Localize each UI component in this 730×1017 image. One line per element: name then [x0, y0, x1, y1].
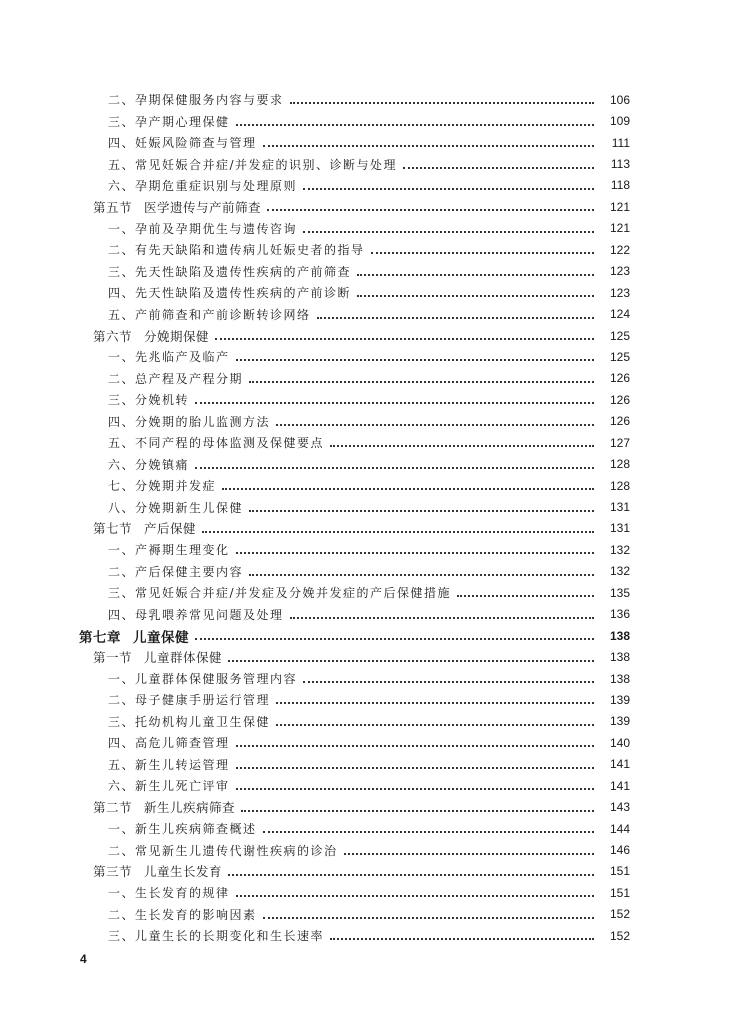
toc-entry-label: 一、孕前及孕期优生与遗传咨询	[108, 221, 298, 236]
toc-entry-title	[108, 306, 311, 323]
toc-entry-label: 二、孕期保健服务内容与要求	[108, 93, 284, 108]
dot-leader	[236, 744, 594, 747]
toc-entry[interactable]	[0, 561, 730, 582]
dot-leader	[249, 380, 594, 383]
dot-leader	[195, 466, 594, 469]
toc-entry[interactable]	[0, 218, 730, 239]
toc-page-number: 138	[609, 671, 630, 686]
dot-leader	[357, 273, 594, 276]
toc-entry-title	[93, 798, 235, 816]
toc-entry-label: 一、产褥期生理变化	[108, 543, 230, 558]
toc-entry-title	[108, 756, 230, 773]
toc-page-number: 106	[609, 92, 630, 107]
dot-leader	[276, 701, 594, 704]
toc-entry[interactable]	[0, 604, 730, 625]
toc-entry[interactable]	[0, 346, 730, 367]
dot-leader	[228, 873, 594, 876]
toc-entry-number: 第五节	[93, 199, 133, 215]
toc-entry[interactable]	[0, 839, 730, 860]
dot-leader	[371, 251, 594, 254]
toc-entry-title	[108, 906, 257, 923]
toc-entry[interactable]	[0, 582, 730, 603]
table-of-contents	[0, 89, 730, 947]
toc-entry-title	[108, 348, 230, 365]
toc-page-number: 123	[609, 285, 630, 300]
toc-entry[interactable]	[0, 368, 730, 389]
toc-page-number: 135	[609, 585, 630, 600]
dot-leader	[236, 894, 594, 897]
dot-leader	[263, 830, 594, 833]
toc-page-number: 121	[609, 221, 630, 236]
toc-page-number: 138	[609, 650, 630, 665]
toc-entry-title	[108, 734, 230, 751]
toc-entry[interactable]	[0, 925, 730, 946]
toc-page-number: 146	[609, 843, 630, 858]
toc-section[interactable]	[0, 646, 730, 667]
dot-leader	[290, 616, 594, 619]
toc-entry-title	[108, 927, 324, 944]
dot-leader	[303, 187, 594, 190]
toc-entry-title	[108, 777, 230, 794]
toc-entry-label: 三、分娩机转	[108, 393, 190, 408]
toc-entry-label: 二、母子健康手册运行管理	[108, 693, 271, 708]
toc-page-number: 131	[609, 521, 630, 536]
toc-entry-label: 一、新生儿疾病筛查概述	[108, 822, 257, 837]
toc-entry-label: 新生儿疾病筛查	[144, 800, 236, 816]
toc-entry-label: 分娩期保健	[144, 328, 210, 344]
toc-entry-number: 第六节	[93, 328, 133, 344]
toc-entry-label: 四、妊娠风险筛查与管理	[108, 136, 257, 151]
dot-leader	[357, 294, 594, 297]
toc-entry-label: 三、孕产期心理保健	[108, 114, 230, 129]
toc-entry-title	[108, 713, 270, 730]
toc-entry-label: 医学遗传与产前筛查	[144, 199, 262, 215]
toc-entry-title	[108, 563, 243, 580]
toc-page-number: 121	[609, 199, 630, 214]
toc-entry-label: 五、常见妊娠合并症/并发症的识别、诊断与处理	[108, 157, 398, 172]
toc-page-number: 123	[609, 264, 630, 279]
toc-entry[interactable]	[0, 89, 730, 110]
dot-leader	[202, 530, 594, 533]
toc-entry[interactable]	[0, 775, 730, 796]
toc-entry[interactable]	[0, 496, 730, 517]
toc-entry-title	[108, 456, 189, 473]
toc-page-number: 139	[609, 692, 630, 707]
toc-entry-title	[93, 648, 222, 666]
toc-entry-title	[108, 434, 324, 451]
toc-entry[interactable]	[0, 475, 730, 496]
toc-entry-title	[108, 670, 297, 687]
toc-entry-title	[108, 241, 365, 258]
page-number: 4	[80, 952, 87, 966]
toc-entry-number: 第三节	[93, 864, 133, 880]
toc-section[interactable]	[0, 796, 730, 817]
toc-entry-label: 二、生长发育的影响因素	[108, 907, 257, 922]
dot-leader	[228, 659, 594, 662]
toc-entry-label: 产后保健	[144, 521, 197, 537]
toc-entry-label: 四、先天性缺陷及遗传性疾病的产前诊断	[108, 286, 352, 301]
dot-leader	[195, 401, 594, 404]
toc-page-number: 140	[609, 735, 630, 750]
toc-entry-label: 二、常见新生儿遗传代谢性疾病的诊治	[108, 843, 338, 858]
toc-entry-label: 五、新生儿转运管理	[108, 757, 230, 772]
toc-entry-label: 七、分娩期并发症	[108, 479, 217, 494]
toc-entry-title	[93, 327, 209, 345]
toc-page-number: 113	[610, 157, 630, 172]
toc-page-number: 111	[611, 135, 630, 150]
toc-entry[interactable]	[0, 689, 730, 710]
toc-entry-label: 儿童生长发育	[144, 864, 223, 880]
toc-entry[interactable]	[0, 132, 730, 153]
toc-page-number: 122	[609, 242, 630, 257]
toc-entry-title	[108, 691, 270, 708]
toc-page-number: 152	[609, 907, 630, 922]
toc-entry[interactable]	[0, 732, 730, 753]
dot-leader	[276, 723, 594, 726]
toc-entry[interactable]	[0, 711, 730, 732]
dot-leader	[303, 230, 594, 233]
dot-leader	[236, 766, 594, 769]
toc-entry[interactable]	[0, 754, 730, 775]
toc-section[interactable]	[0, 518, 730, 539]
toc-chapter[interactable]	[0, 625, 730, 646]
dot-leader	[457, 594, 594, 597]
toc-entry-title	[108, 370, 243, 387]
toc-page-number: 126	[609, 414, 630, 429]
dot-leader	[290, 101, 594, 104]
toc-entry[interactable]	[0, 153, 730, 174]
toc-entry[interactable]	[0, 818, 730, 839]
toc-entry-label: 一、生长发育的规律	[108, 886, 230, 901]
dot-leader	[249, 573, 594, 576]
dot-leader	[303, 680, 594, 683]
toc-entry-label: 一、儿童群体保健服务管理内容	[108, 672, 298, 687]
toc-entry-title	[108, 113, 230, 130]
toc-entry-label: 二、有先天缺陷和遗传病儿妊娠史者的指导	[108, 243, 365, 258]
toc-entry-label: 三、托幼机构儿童卫生保健	[108, 714, 271, 729]
toc-entry-label: 四、母乳喂养常见问题及处理	[108, 607, 284, 622]
toc-entry-title	[108, 499, 243, 516]
toc-entry-title	[108, 884, 230, 901]
toc-entry-title	[108, 284, 351, 301]
dot-leader	[236, 787, 594, 790]
toc-entry[interactable]	[0, 904, 730, 925]
toc-entry-label: 三、常见妊娠合并症/并发症及分娩并发症的产后保健措施	[108, 586, 452, 601]
toc-entry-title	[108, 263, 351, 280]
dot-leader	[276, 423, 594, 426]
toc-entry[interactable]	[0, 453, 730, 474]
toc-section[interactable]	[0, 196, 730, 217]
toc-entry-label: 六、新生儿死亡评审	[108, 779, 230, 794]
toc-entry-label: 一、先兆临产及临产	[108, 350, 230, 365]
dot-leader	[330, 937, 594, 940]
toc-page-number: 131	[609, 500, 630, 515]
toc-entry-title	[108, 391, 189, 408]
toc-section[interactable]	[0, 325, 730, 346]
toc-entry-title	[93, 198, 261, 216]
toc-page-number: 143	[609, 800, 630, 815]
toc-page-number: 126	[609, 371, 630, 386]
toc-section[interactable]	[0, 861, 730, 882]
toc-page-number: 132	[609, 542, 630, 557]
toc-page-number: 125	[609, 328, 630, 343]
toc-entry-title	[108, 820, 257, 837]
toc-entry-number: 第一节	[93, 650, 133, 666]
toc-entry-title	[108, 156, 397, 173]
toc-entry[interactable]	[0, 539, 730, 560]
dot-leader	[195, 637, 594, 640]
toc-page-number: 139	[609, 714, 630, 729]
toc-entry-label: 五、不同产程的母体监测及保健要点	[108, 436, 325, 451]
dot-leader	[249, 509, 594, 512]
toc-entry-label: 二、总产程及产程分期	[108, 371, 244, 386]
toc-entry[interactable]	[0, 432, 730, 453]
toc-entry-title	[93, 862, 222, 880]
toc-entry-title	[108, 584, 451, 601]
toc-entry[interactable]	[0, 882, 730, 903]
dot-leader	[403, 166, 594, 169]
toc-page-number: 109	[609, 114, 630, 129]
toc-entry-label: 四、分娩期的胎儿监测方法	[108, 414, 271, 429]
toc-entry-number: 第七章	[79, 629, 121, 646]
toc-entry-title	[93, 519, 196, 537]
dot-leader	[236, 358, 594, 361]
toc-page-number: 136	[609, 607, 630, 622]
toc-page-number: 152	[609, 928, 630, 943]
toc-page-number: 141	[609, 778, 630, 793]
toc-entry[interactable]	[0, 261, 730, 282]
toc-entry-number: 第七节	[93, 521, 133, 537]
toc-page-number: 128	[609, 457, 630, 472]
toc-entry-title	[108, 606, 284, 623]
toc-entry-label: 二、产后保健主要内容	[108, 564, 244, 579]
toc-entry-title	[108, 477, 216, 494]
dot-leader	[236, 123, 594, 126]
toc-entry-label: 儿童保健	[133, 629, 189, 646]
toc-page-number: 118	[610, 178, 630, 193]
toc-entry[interactable]	[0, 668, 730, 689]
toc-entry-title	[108, 842, 338, 859]
dot-leader	[222, 487, 594, 490]
toc-entry-title	[79, 626, 189, 646]
toc-page-number: 132	[609, 564, 630, 579]
dot-leader	[263, 916, 594, 919]
toc-entry[interactable]	[0, 411, 730, 432]
toc-page-number: 128	[609, 478, 630, 493]
toc-page-number: 126	[609, 392, 630, 407]
toc-page-number: 151	[609, 864, 630, 879]
toc-entry[interactable]	[0, 175, 730, 196]
toc-page-number: 151	[609, 885, 630, 900]
toc-entry-label: 六、分娩镇痛	[108, 457, 190, 472]
toc-page-number: 125	[609, 349, 630, 364]
toc-entry-title	[108, 177, 297, 194]
dot-leader	[330, 444, 594, 447]
dot-leader	[317, 316, 594, 319]
toc-page-number: 138	[609, 628, 630, 643]
toc-entry-title	[108, 91, 284, 108]
toc-entry-title	[108, 220, 297, 237]
dot-leader	[215, 337, 594, 340]
toc-entry[interactable]	[0, 389, 730, 410]
toc-entry-title	[108, 413, 270, 430]
toc-entry-number: 第二节	[93, 800, 133, 816]
dot-leader	[263, 144, 594, 147]
toc-page-number: 127	[609, 435, 630, 450]
toc-entry[interactable]	[0, 110, 730, 131]
dot-leader	[267, 208, 594, 211]
toc-entry-label: 八、分娩期新生儿保健	[108, 500, 244, 515]
toc-page-number: 124	[609, 307, 630, 322]
toc-entry-label: 四、高危儿筛查管理	[108, 736, 230, 751]
dot-leader	[236, 551, 594, 554]
toc-entry-label: 六、孕期危重症识别与处理原则	[108, 178, 298, 193]
toc-entry-title	[108, 134, 257, 151]
dot-leader	[241, 809, 594, 812]
toc-entry-title	[108, 541, 230, 558]
toc-entry-label: 三、先天性缺陷及遗传性疾病的产前筛查	[108, 264, 352, 279]
toc-entry-label: 五、产前筛查和产前诊断转诊网络	[108, 307, 311, 322]
toc-page-number: 144	[609, 821, 630, 836]
toc-entry-label: 儿童群体保健	[144, 650, 223, 666]
toc-entry[interactable]	[0, 303, 730, 324]
toc-entry[interactable]	[0, 239, 730, 260]
dot-leader	[344, 852, 594, 855]
toc-entry[interactable]	[0, 282, 730, 303]
toc-entry-label: 三、儿童生长的长期变化和生长速率	[108, 929, 325, 944]
toc-page-number: 141	[609, 757, 630, 772]
